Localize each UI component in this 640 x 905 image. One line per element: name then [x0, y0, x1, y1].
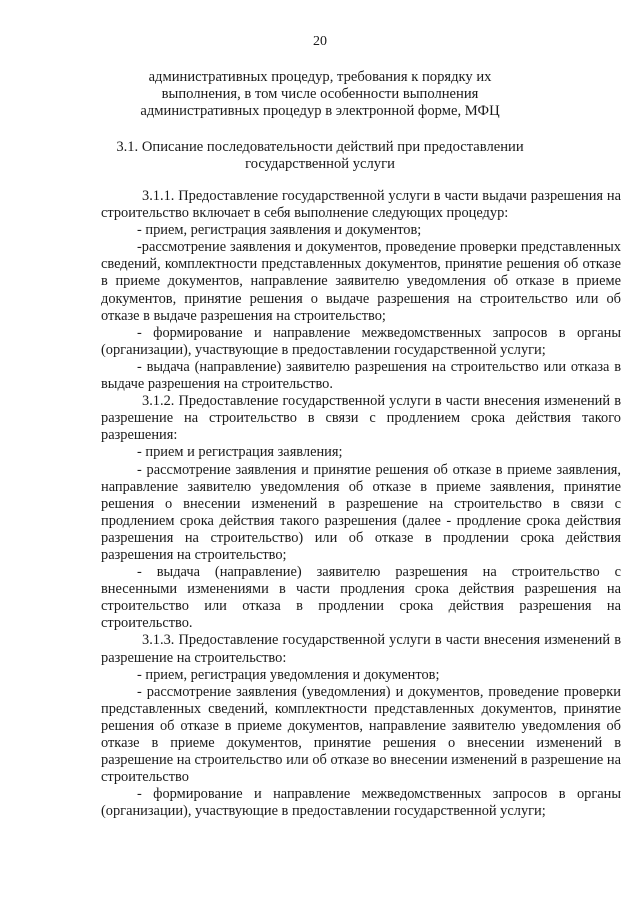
heading-line: выполнения, в том числе особенности выполнения — [161, 86, 479, 102]
list-item: - прием и регистрация заявления; — [137, 444, 343, 461]
list-item: - прием, регистрация заявления и документов; — [137, 222, 422, 239]
list-item: - выдача (направление) заявителю разрешения на строительство или отказа в выдаче разрешения на строительство. — [101, 358, 621, 393]
document-body — [101, 188, 621, 820]
list-item: - рассмотрение заявления (уведомления) и документов, проведение проверки представленных сведений, комплектности представленных документов, принятие решения об отказе в приеме документов, направление заявителю уведомления об отказе в приеме документов, принятие решения о внесении изменений в разрешение на строительство или об отказе во внесении изменений в разрешение на строительство — [101, 683, 621, 786]
heading-line: государственной услуги — [245, 156, 395, 172]
paragraph: 3.1.3. Предоставление государственной услуги в части внесения изменений в разрешение на строительство: — [101, 632, 621, 666]
list-item: - рассмотрение заявления и принятие решения об отказе в приеме заявления, направление заявителю уведомления об отказе в приеме заявления, принятие решения о внесении изменений в разрешение на строительство в связи с продлением срока действия такого разрешения (далее - продление срока действия разрешения на строительство) или об отказе в продлении срока действия разрешения на строительство; — [101, 461, 621, 563]
list-item: - прием, регистрация уведомления и документов; — [137, 666, 440, 683]
list-item: - выдача (направление) заявителю разрешения на строительство с внесенными изменениями в части продления срока действия разрешения на строительство или отказа в продлении срока действия разрешения на строительство. — [101, 564, 621, 632]
heading-line: 3.1. Описание последовательности действий при предоставлении — [116, 139, 524, 155]
subsection-heading — [0, 139, 640, 173]
paragraph: 3.1.1. Предоставление государственной услуги в части выдачи разрешения на строительство включает в себя выполнение следующих процедур: — [101, 188, 621, 222]
page-number: 20 — [313, 34, 327, 49]
section-heading — [0, 69, 640, 120]
list-item: -рассмотрение заявления и документов, проведение проверки представленных сведений, комплектности представленных документов, принятие решения об отказе в приеме документов, направление заявителю уведомления об отказе в приеме документов, принятие решения о выдаче разрешения на строительство или об отказе в выдаче разрешения на строительство; — [101, 239, 621, 324]
list-item: - формирование и направление межведомственных запросов в органы (организации), участвующие в предоставлении государственной услуги; — [101, 324, 621, 358]
heading-line: административных процедур в электронной форме, МФЦ — [140, 103, 500, 119]
list-item: - формирование и направление межведомственных запросов в органы (организации), участвующие в предоставлении государственной услуги; — [101, 786, 621, 820]
paragraph: 3.1.2. Предоставление государственной услуги в части внесения изменений в разрешение на строительство в связи с продлением срока действия такого разрешения: — [101, 393, 621, 444]
heading-line: административных процедур, требования к порядку их — [148, 69, 492, 85]
